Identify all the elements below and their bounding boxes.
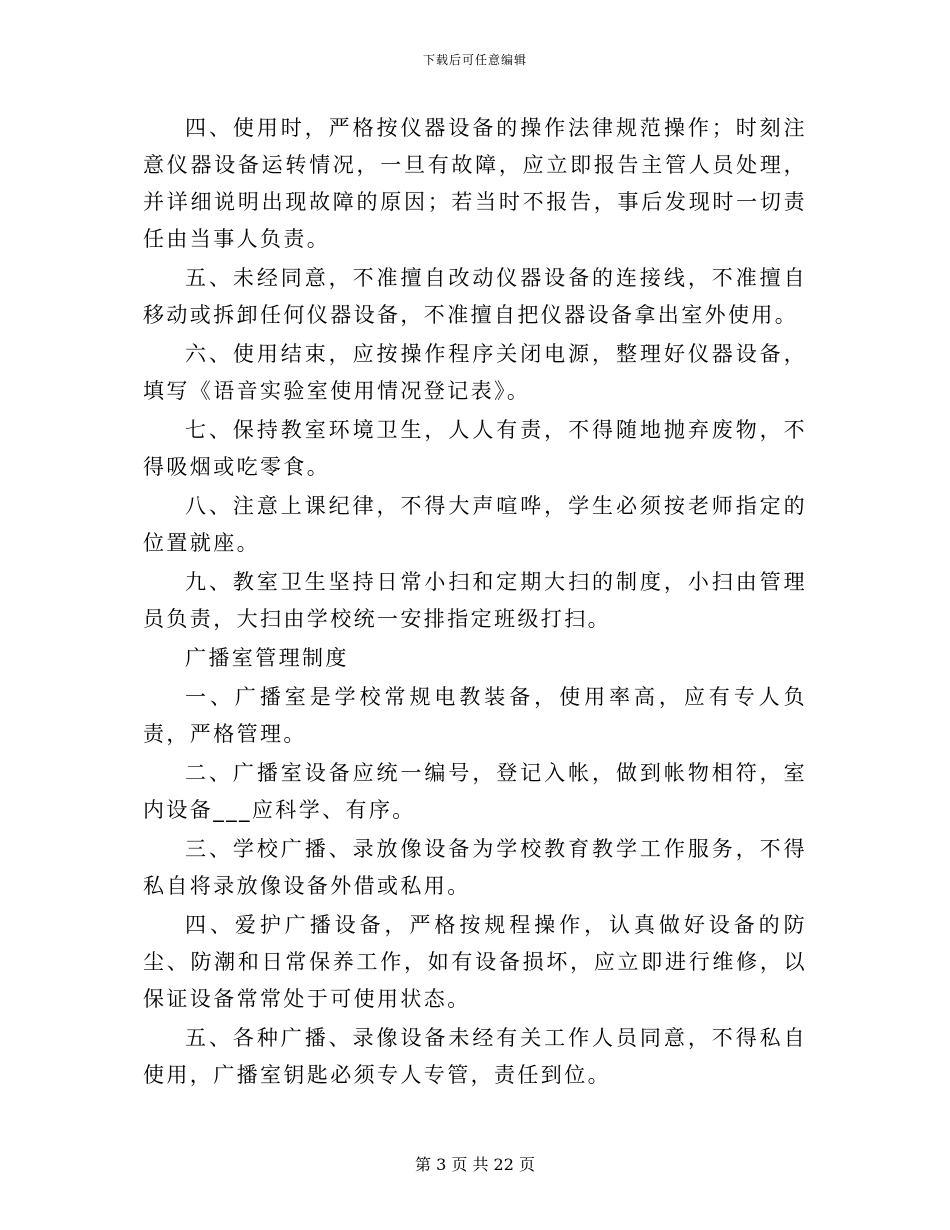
page-number: 第 3 页 共 22 页	[415, 1155, 535, 1174]
paragraph-broadcast-rule-2: 二、广播室设备应统一编号，登记入帐，做到帐物相符，室内设备___应科学、有序。	[143, 761, 807, 822]
paragraph-rule-5: 五、未经同意，不准擅自改动仪器设备的连接线，不准擅自移动或拆卸任何仪器设备，不准擅自把仪器设备拿出室外使用。	[143, 266, 807, 327]
document-body	[143, 110, 807, 1096]
section-heading: 广播室管理制度	[185, 646, 349, 670]
paragraph-rule-6: 六、使用结束，应按操作程序关闭电源，整理好仪器设备，填写《语音实验室使用情况登记表》。	[143, 342, 807, 403]
paragraph-broadcast-rule-3: 三、学校广播、录放像设备为学校教育教学工作服务，不得私自将录放像设备外借或私用。	[143, 837, 807, 898]
paragraph-broadcast-rule-1: 一、广播室是学校常规电教装备，使用率高，应有专人负责，严格管理。	[143, 685, 807, 746]
paragraph-broadcast-rule-4: 四、爱护广播设备，严格按规程操作，认真做好设备的防尘、防潮和日常保养工作，如有设备损坏，应立即进行维修，以保证设备常常处于可使用状态。	[143, 913, 807, 1011]
page-header: 下载后可任意编辑	[422, 53, 527, 67]
paragraph-broadcast-rule-5: 五、各种广播、录像设备未经有关工作人员同意，不得私自使用，广播室钥匙必须专人专管，责任到位。	[143, 1026, 807, 1087]
paragraph-rule-8: 八、注意上课纪律，不得大声喧哗，学生必须按老师指定的位置就座。	[143, 494, 807, 555]
paragraph-rule-4: 四、使用时，严格按仪器设备的操作法律规范操作；时刻注意仪器设备运转情况，一旦有故障，应立即报告主管人员处理，并详细说明出现故障的原因；若当时不报告，事后发现时一切责任由当事人负责。	[143, 116, 807, 251]
paragraph-rule-7: 七、保持教室环境卫生，人人有责，不得随地抛弃废物，不得吸烟或吃零食。	[143, 418, 807, 479]
paragraph-rule-9: 九、教室卫生坚持日常小扫和定期大扫的制度，小扫由管理员负责，大扫由学校统一安排指定班级打扫。	[143, 570, 807, 631]
